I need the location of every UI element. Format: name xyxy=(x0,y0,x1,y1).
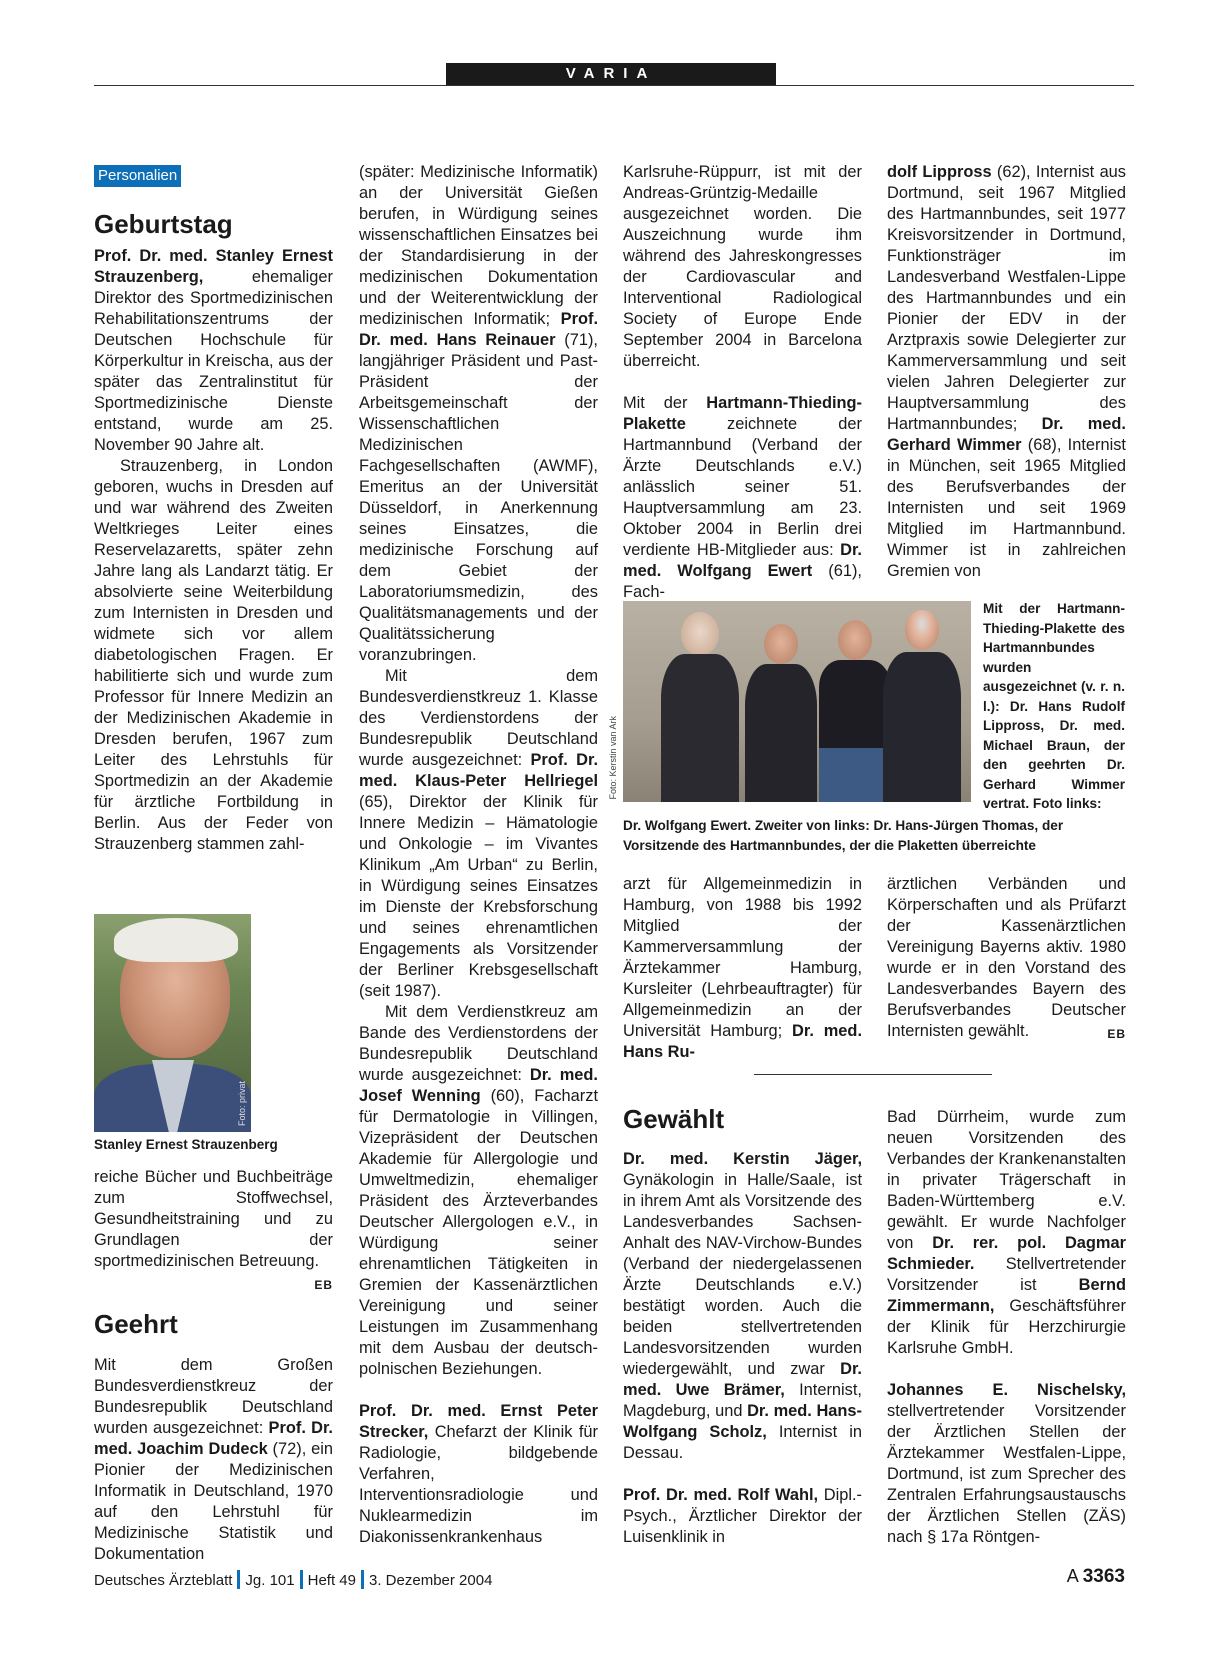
author-signature: EB xyxy=(314,1278,333,1292)
group-photo-caption-continued: Dr. Wolfgang Ewert. Zweiter von links: Dr. Hans-Jürgen Thomas, der Vorsitzende des Hartmannbundes, der die Plaketten überreichte xyxy=(623,818,1064,853)
person-name: Dr. med. Hans Ru- xyxy=(623,1022,862,1061)
paragraph-text: Dipl.-Psych., Ärztlicher Direktor der Luisenklinik in xyxy=(623,1486,862,1546)
article-gewaehlt-part2 xyxy=(887,1107,1126,1548)
footer-citation xyxy=(94,1570,492,1589)
person-name: Prof. Dr. med. Klaus-Peter Hellriegel xyxy=(359,751,598,790)
article-geehrt-part2 xyxy=(359,162,598,1548)
article-geburtstag-part2 xyxy=(94,1167,333,1296)
page-number-value: 3363 xyxy=(1082,1566,1125,1587)
photo-credit: Foto: privat xyxy=(237,1080,247,1126)
person-name: Dr. med. Gerhard Wimmer xyxy=(887,415,1126,454)
paragraph-text: stellvertretender Vorsitzender der Ärztlichen Stellen der Ärztekammer Westfalen-Lippe, Dortmund, ist zum Sprecher des Zentralen Erfahrungsaustauschs der Ärztlichen Stellen (ZÄS) nach § 17a Röntgen- xyxy=(887,1402,1126,1546)
paragraph-text: zeichnete der Hartmannbund (Verband der Ärzte Deutschlands e.V.) anlässlich seiner 51. Hauptversammlung am 23. Oktober 2004 in Berlin drei verdiente HB-Mitglieder aus: xyxy=(623,415,862,559)
paragraph-text: Strauzenberg, in London geboren, wuchs in Dresden auf und war während des Zweiten Weltkrieges Leiter eines Reservelazaretts, später zehn Jahre lang als Landarzt tätig. Er absolvierte seine Weiterbildung zum Internisten in Dresden und widmete sich vor allem diabetologischen Fragen. Er habilitierte sich und wurde zum Professor für Innere Medizin an der Medizinischen Akademie in Dresden berufen, 1967 zum Leiter des Lehrstuhls für Sportmedizin an der Akademie für ärztliche Fortbildung in Berlin. Aus der Feder von Strauzenberg stammen zahl- xyxy=(94,457,333,853)
paragraph-text: Geschäftsführer der Klinik für Herzchirurgie Karlsruhe GmbH. xyxy=(887,1297,1126,1357)
article-geehrt-part5 xyxy=(623,874,862,1063)
heading-geburtstag: Geburtstag xyxy=(94,209,233,239)
paragraph-text: Internist, Magdeburg, und xyxy=(623,1381,862,1420)
journal-name: Deutsches Ärzteblatt xyxy=(94,1572,233,1589)
photo-credit: Foto: Kerstin van Ark xyxy=(608,716,618,800)
paragraph-text: Mit dem Verdienstkreuz am Bande des Verdienstordens der Bundesrepublik Deutschland wurde ausgezeichnet: xyxy=(359,1003,598,1084)
person-name: Prof. Dr. med. Joachim Dudeck xyxy=(94,1419,333,1458)
person-name: Prof. Dr. med. Stanley Ernest Strauzenberg, xyxy=(94,247,333,286)
paragraph-text: Stellvertretender Vorsitzender ist xyxy=(887,1255,1126,1294)
paragraph-text: Bad Dürrheim, wurde zum neuen Vorsitzenden des Verbandes der Krankenanstalten in privater Trägerschaft in Baden-Württemberg e.V. gewählt. Er wurde Nachfolger von xyxy=(887,1108,1126,1252)
paragraph-text: Mit der xyxy=(623,394,707,412)
group-photo xyxy=(623,601,971,802)
person-name: Dr. med. Hans-Wolfgang Scholz, xyxy=(623,1402,862,1441)
section-header: VARIA xyxy=(446,63,776,85)
person-name: Dr. med. Josef Wenning xyxy=(359,1066,598,1105)
paragraph-text: Karlsruhe-Rüppurr, ist mit der Andreas-Grüntzig-Medaille ausgezeichnet worden. Die Auszeichnung wurde ihm während des Jahreskongresses der Cardiovascular and Interventional Radiological Society of Europe Ende September 2004 in Barcelona überreicht. xyxy=(623,163,862,370)
page-prefix: A xyxy=(1066,1566,1078,1586)
paragraph-text: Mit dem Großen Bundesverdienstkreuz der Bundesrepublik Deutschland wurden ausgezeichnet: xyxy=(94,1356,333,1437)
portrait-photo xyxy=(94,914,251,1132)
paragraph-text: (60), Facharzt für Dermatologie in Villingen, Vizepräsident der Deutschen Akademie für Allergologie und Umweltmedizin, ehemaliger Präsident des Ärzteverbandes Deutscher Allergologen e.V., in Würdigung seiner ehrenamtlichen Tätigkeiten in Gremien der Kassenärztlichen Vereinigung und seiner Leistungen im Zusammenhang mit dem Ausbau der deutsch-polnischen Beziehungen. xyxy=(359,1087,598,1378)
article-geehrt-part6 xyxy=(887,874,1126,1045)
person-name: dolf Lippross xyxy=(887,163,992,181)
paragraph-text: (68), Internist in München, seit 1965 Mitglied des Berufsverbandes der Internisten und seit 1969 Mitglied im Hartmannbund. Wimmer ist in zahlreichen Gremien von xyxy=(887,436,1126,580)
person-name: Johannes E. Nischelsky, xyxy=(887,1381,1126,1399)
person-name: Prof. Dr. med. Hans Reinauer xyxy=(359,310,598,349)
paragraph-text: Chefarzt der Klinik für Radiologie, bildgebende Verfahren, Interventionsradiologie und Nuklearmedizin im Diakonissenkrankenhaus xyxy=(359,1423,598,1546)
photo-caption: Stanley Ernest Strauzenberg xyxy=(94,1137,278,1152)
article-gewaehlt-part1 xyxy=(623,1149,862,1548)
section-divider xyxy=(754,1074,992,1075)
person-name: Dr. med. Uwe Brämer, xyxy=(623,1360,862,1399)
paragraph-text: (62), Internist aus Dortmund, seit 1967 Mitglied des Hartmannbundes, seit 1977 Kreisvorsitzender in Dortmund, Funktionsträger im Landesverband Westfalen-Lippe des Hartmannbundes und ein Pionier der EDV in der Arztpraxis sowie Delegierter zur Kammerversammlung und seit vielen Jahren Delegierter zur Hauptversammlung des Hartmannbundes; xyxy=(887,163,1126,433)
paragraph-text: reiche Bücher und Buchbeiträge zum Stoffwechsel, Gesundheitstraining und zu Grundlagen der sportmedizinischen Betreuung. xyxy=(94,1168,333,1270)
header-rule xyxy=(94,85,1134,86)
paragraph-text: (72), ein Pionier der Medizinischen Informatik in Deutschland, 1970 auf den Lehrstuhl für Medizinische Statistik und Dokumentation xyxy=(94,1440,333,1563)
article-geehrt-part4 xyxy=(887,162,1126,582)
person-name: Dr. med. Wolfgang Ewert xyxy=(623,541,862,580)
author-signature: EB xyxy=(1107,1027,1126,1041)
journal-date: 3. Dezember 2004 xyxy=(369,1572,493,1589)
article-geehrt-part1 xyxy=(94,1355,333,1565)
journal-issue: Heft 49 xyxy=(307,1572,356,1589)
paragraph-text: ärztlichen Verbänden und Körperschaften und als Prüfarzt der Kassenärztlichen Vereinigung Bayerns aktiv. 1980 wurde er in den Vorstand des Landesverbandes Bayern des Berufsverbandes Deutscher Internisten gewählt. xyxy=(887,875,1126,1040)
heading-geehrt: Geehrt xyxy=(94,1309,178,1339)
article-geehrt-part3 xyxy=(623,162,862,603)
paragraph-text: ehemaliger Direktor des Sportmedizinischen Rehabilitationszentrums der Deutschen Hochschule für Körperkultur in Kreischa, aus der später das Zentralinstitut für Sportmedizinische Dienste entstand, wurde am 25. November 90 Jahre alt. xyxy=(94,268,333,454)
group-photo-caption: Mit der Hartmann-Thieding-Plakette des Hartmannbundes wurden ausgezeichnet (v. r. n. l.): Dr. Hans Rudolf Lippross, Dr. med. Michael Braun, der den geehrten Dr. Gerhard Wimmer vertrat. Foto links: xyxy=(983,601,1125,811)
paragraph-text: (später: Medizinische Informatik) an der Universität Gießen berufen, in Würdigung seines wissenschaftlichen Einsatzes bei der Standardisierung in der medizinischen Dokumentation und der Weiterentwicklung der medizinischen Informatik; xyxy=(359,163,598,328)
award-name: Hartmann-Thieding-Plakette xyxy=(623,394,862,433)
paragraph-text: arzt für Allgemeinmedizin in Hamburg, von 1988 bis 1992 Mitglied der Kammerversammlung der Ärztekammer Hamburg, Kursleiter (Lehrbeauftragter) für Allgemeinmedizin an der Universität Hamburg; xyxy=(623,875,862,1040)
paragraph-text: Mit dem Bundesverdienstkreuz 1. Klasse des Verdienstordens der Bundesrepublik Deutschland wurde ausgezeichnet: xyxy=(359,667,598,769)
page-number xyxy=(1067,1566,1125,1588)
person-name: Prof. Dr. med. Rolf Wahl, xyxy=(623,1486,819,1504)
person-name: Dr. med. Kerstin Jäger, xyxy=(623,1150,862,1168)
heading-gewaehlt: Gewählt xyxy=(623,1104,725,1134)
category-badge: Personalien xyxy=(94,165,181,187)
paragraph-text: (71), langjähriger Präsident und Past-Präsident der Arbeitsgemeinschaft der Wissenschaftlichen Medizinischen Fachgesellschaften (AWMF), Emeritus an der Universität Düsseldorf, in Anerkennung seines Einsatzes, die medizinische Forschung auf dem Gebiet der Laboratoriumsmedizin, des Qualitätsmanagements und der Qualitätssicherung voranzubringen. xyxy=(359,331,598,664)
paragraph-text: (65), Direktor der Klinik für Innere Medizin – Hämatologie und Onkologie – im Vivantes Klinikum „Am Urban“ zu Berlin, in Würdigung seines Einsatzes im Dienste der Krebsforschung und seines ehrenamtlichen Engagements als Vorsitzender der Berliner Krebsgesellschaft (seit 1987). xyxy=(359,793,598,1000)
journal-volume: Jg. 101 xyxy=(245,1572,295,1589)
article-geburtstag-part1 xyxy=(94,246,333,855)
person-name: Dr. rer. pol. Dagmar Schmieder. xyxy=(887,1234,1126,1273)
person-name: Bernd Zimmermann, xyxy=(887,1276,1126,1315)
paragraph-text: Internist in Dessau. xyxy=(623,1423,862,1462)
paragraph-text: Gynäkologin in Halle/Saale, ist in ihrem Amt als Vorsitzende des Landesverbandes Sachsen-Anhalt des NAV-Virchow-Bundes (Verband der niedergelassenen Ärzte Deutschlands e.V.) bestätigt worden. Auch die beiden stellvertretenden Landesvorsitzenden wurden wiedergewählt, und zwar xyxy=(623,1171,862,1378)
paragraph-text: (61), Fach- xyxy=(623,562,862,601)
person-name: Prof. Dr. med. Ernst Peter Strecker, xyxy=(359,1402,598,1441)
